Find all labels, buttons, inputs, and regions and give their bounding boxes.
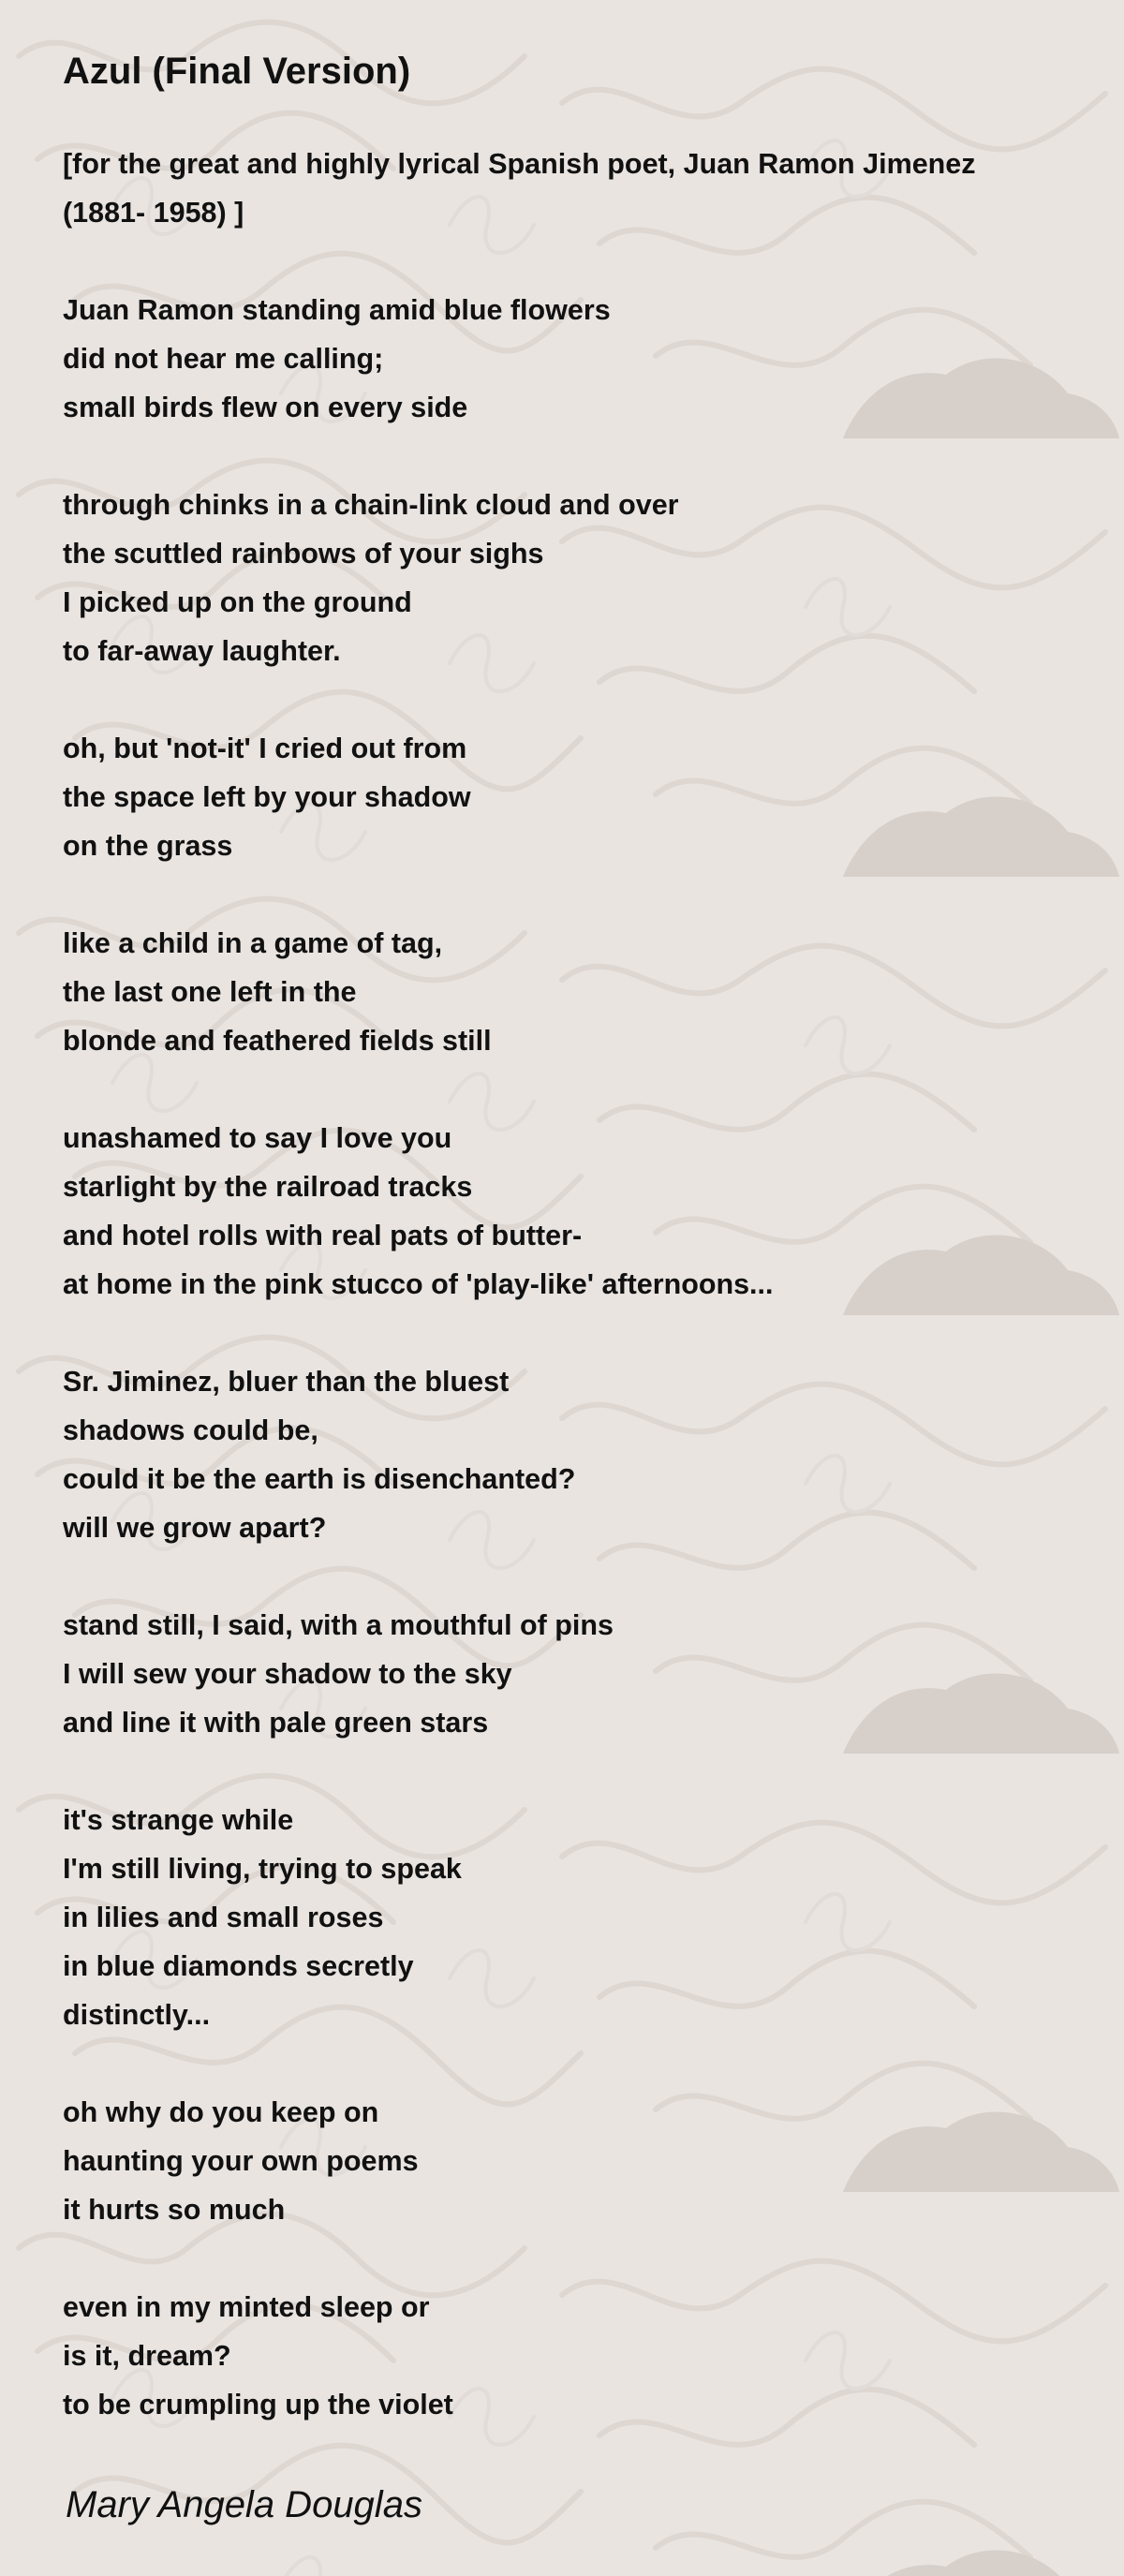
- poem-line: [for the great and highly lyrical Spanish poet, Juan Ramon Jimenez: [63, 148, 976, 180]
- poem-line: Juan Ramon standing amid blue flowers: [63, 294, 611, 326]
- stanza: [63, 286, 1074, 432]
- poem-line: could it be the earth is disenchanted?: [63, 1463, 576, 1495]
- poem-line: at home in the pink stucco of 'play-like' afternoons...: [63, 1268, 774, 1300]
- stanza: [63, 1114, 1074, 1309]
- poem-line: is it, dream?: [63, 2340, 231, 2372]
- poem-line: even in my minted sleep or: [63, 2291, 430, 2323]
- poem-line: the space left by your shadow: [63, 781, 471, 813]
- stanza: [63, 2088, 1074, 2234]
- poem-line: oh, but 'not-it' I cried out from: [63, 733, 467, 764]
- poem-line: it's strange while: [63, 1804, 294, 1836]
- poem-line: shadows could be,: [63, 1414, 318, 1446]
- stanza: [63, 1796, 1074, 2039]
- stanza: [63, 1357, 1074, 1552]
- poem-line: oh why do you keep on: [63, 2096, 379, 2128]
- poem-line: starlight by the railroad tracks: [63, 1171, 473, 1203]
- poem-line: to far-away laughter.: [63, 635, 341, 667]
- poem-line: Sr. Jiminez, bluer than the bluest: [63, 1366, 510, 1398]
- poem-body: [63, 140, 1074, 2478]
- poem-line: I'm still living, trying to speak: [63, 1853, 462, 1885]
- poem-line: will we grow apart?: [63, 1512, 327, 1544]
- poem-line: like a child in a game of tag,: [63, 927, 443, 959]
- poem-line: and hotel rolls with real pats of butter-: [63, 1220, 583, 1251]
- poem-line: blonde and feathered fields still: [63, 1025, 492, 1057]
- poem-line: on the grass: [63, 830, 233, 862]
- poem-title: Azul (Final Version): [63, 51, 411, 92]
- poem-line: stand still, I said, with a mouthful of pins: [63, 1609, 614, 1641]
- stanza: [63, 481, 1074, 675]
- stanza: [63, 1601, 1074, 1747]
- stanza: [63, 919, 1074, 1065]
- poem-line: I picked up on the ground: [63, 586, 412, 618]
- stanza: [63, 140, 1074, 237]
- poem-line: (1881- 1958) ]: [63, 197, 244, 229]
- poem-line: and line it with pale green stars: [63, 1707, 489, 1739]
- poem-line: in lilies and small roses: [63, 1902, 384, 1933]
- poem-line: I will sew your shadow to the sky: [63, 1658, 512, 1690]
- poem-line: the last one left in the: [63, 976, 357, 1008]
- poem-line: did not hear me calling;: [63, 343, 384, 375]
- stanza: [63, 2283, 1074, 2429]
- stanza: [63, 724, 1074, 870]
- poem-line: small birds flew on every side: [63, 392, 468, 423]
- poem-line: haunting your own poems: [63, 2145, 419, 2177]
- poem-line: the scuttled rainbows of your sighs: [63, 538, 544, 570]
- poem-line: through chinks in a chain-link cloud and over: [63, 489, 679, 521]
- poem-author: Mary Angela Douglas: [66, 2484, 422, 2525]
- poem-line: distinctly...: [63, 1999, 211, 2031]
- poem-line: it hurts so much: [63, 2194, 286, 2226]
- poem-line: unashamed to say I love you: [63, 1122, 452, 1154]
- poem-line: to be crumpling up the violet: [63, 2389, 453, 2421]
- poem-line: in blue diamonds secretly: [63, 1950, 414, 1982]
